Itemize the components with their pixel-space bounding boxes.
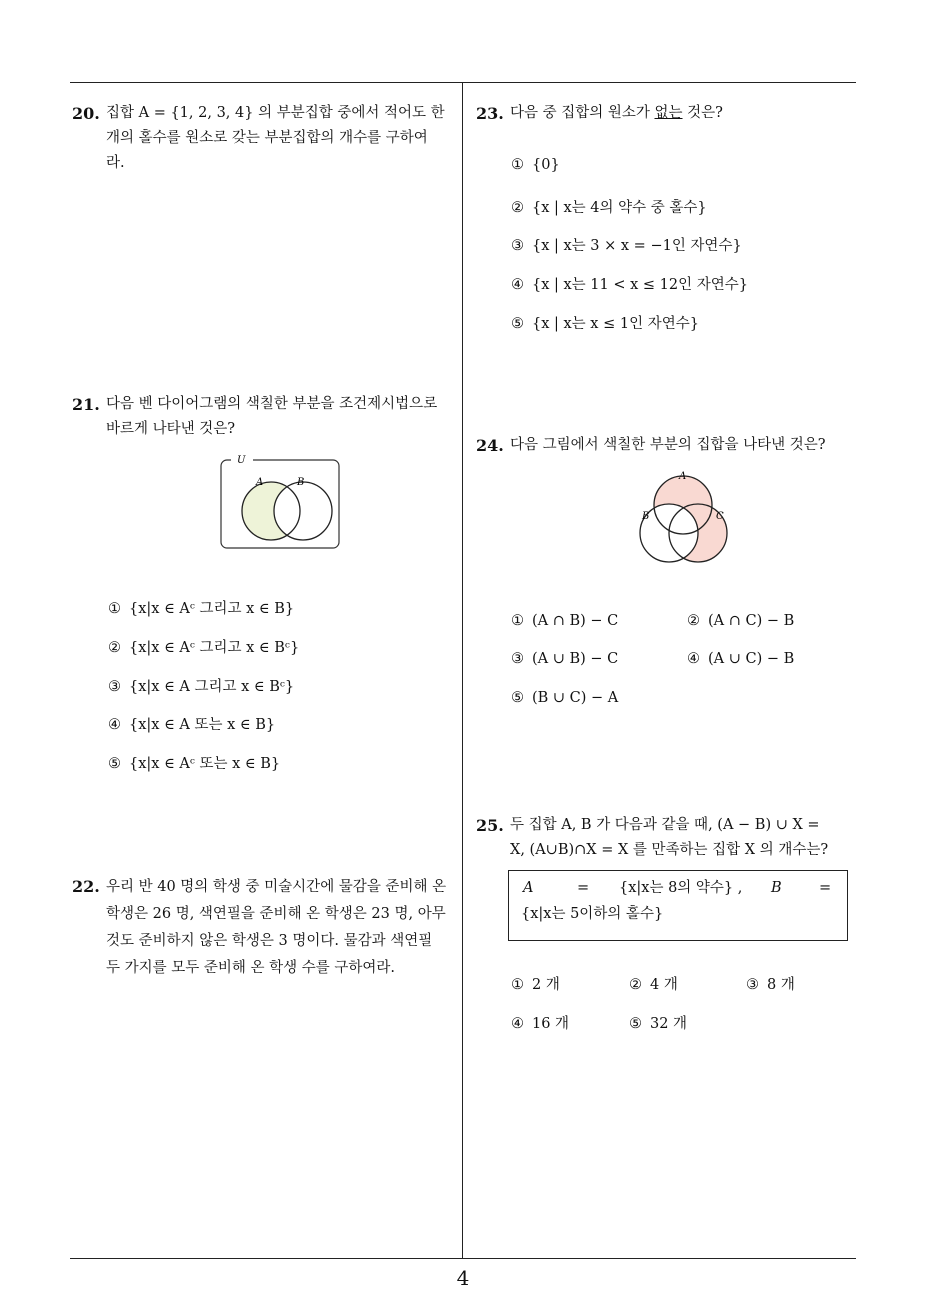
option-marker: ② [108, 640, 121, 656]
option-5[interactable] [511, 690, 618, 706]
question-text-line: 집합 A = {1, 2, 3, 4} 의 부분집합 중에서 적어도 한 [106, 105, 445, 121]
bottom-rule [70, 1258, 856, 1259]
option-text: 4 개 [650, 977, 678, 993]
option-text: 32 개 [650, 1016, 688, 1032]
option-1[interactable] [108, 597, 294, 618]
option-3[interactable] [511, 651, 618, 667]
top-rule [70, 82, 856, 83]
question-text-line: 다음 벤 다이어그램의 색칠한 부분을 조건제시법으로 [106, 396, 438, 412]
option-1[interactable] [511, 973, 560, 994]
question-text-line: 학생은 26 명, 색연필을 준비해 온 학생은 23 명, 아무 [106, 906, 446, 922]
option-text: {x | x는 3 × x = −1인 자연수} [532, 238, 742, 254]
option-4[interactable] [511, 1012, 569, 1033]
option-4[interactable] [108, 713, 275, 734]
set-b-name: B [771, 880, 782, 896]
option-3[interactable] [746, 973, 795, 994]
venn-diagram-two-sets [219, 452, 343, 552]
option-marker: ① [511, 613, 524, 629]
option-5[interactable] [629, 1012, 687, 1033]
option-marker: ③ [511, 651, 524, 667]
universe-label: U [237, 455, 246, 466]
question-number: 21. [72, 395, 100, 414]
set-b-label: B [297, 477, 305, 488]
question-text: 다음 중 집합의 원소가 [510, 105, 655, 121]
set-a-label: A [679, 471, 687, 482]
option-marker: ① [511, 157, 524, 173]
option-1[interactable] [511, 613, 618, 629]
option-marker: ⑤ [511, 316, 524, 332]
given-sets-line-1 [521, 875, 835, 901]
option-marker: ④ [108, 717, 121, 733]
option-4[interactable] [511, 273, 748, 294]
option-2[interactable] [687, 613, 794, 629]
question-text-line: 우리 반 40 명의 학생 중 미술시간에 물감을 준비해 온 [106, 879, 447, 895]
option-marker: ④ [511, 277, 524, 293]
option-text: {x | x는 x ≤ 1인 자연수} [532, 316, 699, 332]
question-number: 20. [72, 104, 100, 123]
option-text: {x|x ∈ A 또는 x ∈ B} [129, 717, 276, 733]
question-text-line: 것도 준비하지 않은 학생은 3 명이다. 물감과 색연필 [106, 933, 433, 949]
option-text: (A ∪ C) − B [708, 651, 795, 667]
option-text: 8 개 [767, 977, 795, 993]
page-number: 4 [456, 1266, 470, 1290]
option-3[interactable] [511, 234, 742, 255]
question-text: 다음 그림에서 색칠한 부분의 집합을 나타낸 것은? [510, 437, 826, 453]
option-marker: ⑤ [511, 690, 524, 706]
question-number: 25. [476, 816, 504, 835]
question-number: 24. [476, 436, 504, 455]
option-marker: ④ [687, 651, 700, 667]
column-divider [462, 82, 463, 1259]
venn-diagram-three-sets [634, 467, 734, 569]
option-text: {x|x ∈ Aᶜ 그리고 x ∈ B} [129, 601, 295, 617]
question-text-line: 바르게 나타낸 것은? [106, 421, 236, 437]
option-2[interactable] [629, 973, 678, 994]
option-text: (B ∪ C) − A [532, 690, 619, 706]
option-marker: ① [108, 601, 121, 617]
option-text: (A ∩ C) − B [708, 613, 795, 629]
set-b-definition: {x|x는 5이하의 홀수} [521, 906, 664, 922]
option-marker: ② [629, 977, 642, 993]
option-1[interactable] [511, 157, 560, 173]
option-text: {x | x는 4의 약수 중 홀수} [532, 200, 707, 216]
option-text: (A ∩ B) − C [532, 613, 619, 629]
set-a-name: A [523, 880, 534, 896]
question-text-line: 두 가지를 모두 준비해 온 학생 수를 구하여라. [106, 960, 395, 976]
option-2[interactable] [511, 196, 707, 217]
option-text: {x|x ∈ A 그리고 x ∈ Bᶜ} [129, 679, 295, 695]
question-text-line: 두 집합 A, B 가 다음과 같을 때, (A − B) ∪ X = [510, 817, 820, 833]
option-marker: ② [511, 200, 524, 216]
option-marker: ③ [746, 977, 759, 993]
set-b-label: B [642, 511, 650, 522]
option-text: {x | x는 11 < x ≤ 12인 자연수} [532, 277, 748, 293]
option-marker: ① [511, 977, 524, 993]
question-text-line: X, (A∪B)∩X = X 를 만족하는 집합 X 의 개수는? [510, 842, 829, 858]
option-marker: ⑤ [629, 1016, 642, 1032]
option-text: 16 개 [532, 1016, 570, 1032]
question-text-line: 라. [106, 155, 125, 171]
option-marker: ③ [108, 679, 121, 695]
set-c-label: C [716, 511, 724, 522]
option-5[interactable] [108, 752, 280, 773]
question-text: 것은? [682, 105, 723, 121]
option-text: (A ∪ B) − C [532, 651, 619, 667]
set-a-definition: {x|x는 8의 약수} , [619, 880, 743, 896]
option-2[interactable] [108, 636, 299, 657]
option-text: {x|x ∈ Aᶜ 또는 x ∈ B} [129, 756, 281, 772]
option-text: 2 개 [532, 977, 560, 993]
option-5[interactable] [511, 312, 699, 333]
option-text: {x|x ∈ Aᶜ 그리고 x ∈ Bᶜ} [129, 640, 300, 656]
option-marker: ② [687, 613, 700, 629]
option-3[interactable] [108, 675, 294, 696]
option-marker: ④ [511, 1016, 524, 1032]
given-sets-box [508, 870, 848, 941]
question-number: 23. [476, 104, 504, 123]
option-text: {0} [532, 157, 560, 173]
option-marker: ⑤ [108, 756, 121, 772]
option-4[interactable] [687, 651, 794, 667]
question-text-emphasis: 없는 [654, 105, 683, 121]
question-text-line: 개의 홀수를 원소로 갖는 부분집합의 개수를 구하여 [106, 130, 428, 146]
set-a-label: A [256, 477, 264, 488]
question-number: 22. [72, 877, 100, 896]
equals-sign: = [819, 880, 832, 896]
option-marker: ③ [511, 238, 524, 254]
equals-sign: = [577, 880, 590, 896]
